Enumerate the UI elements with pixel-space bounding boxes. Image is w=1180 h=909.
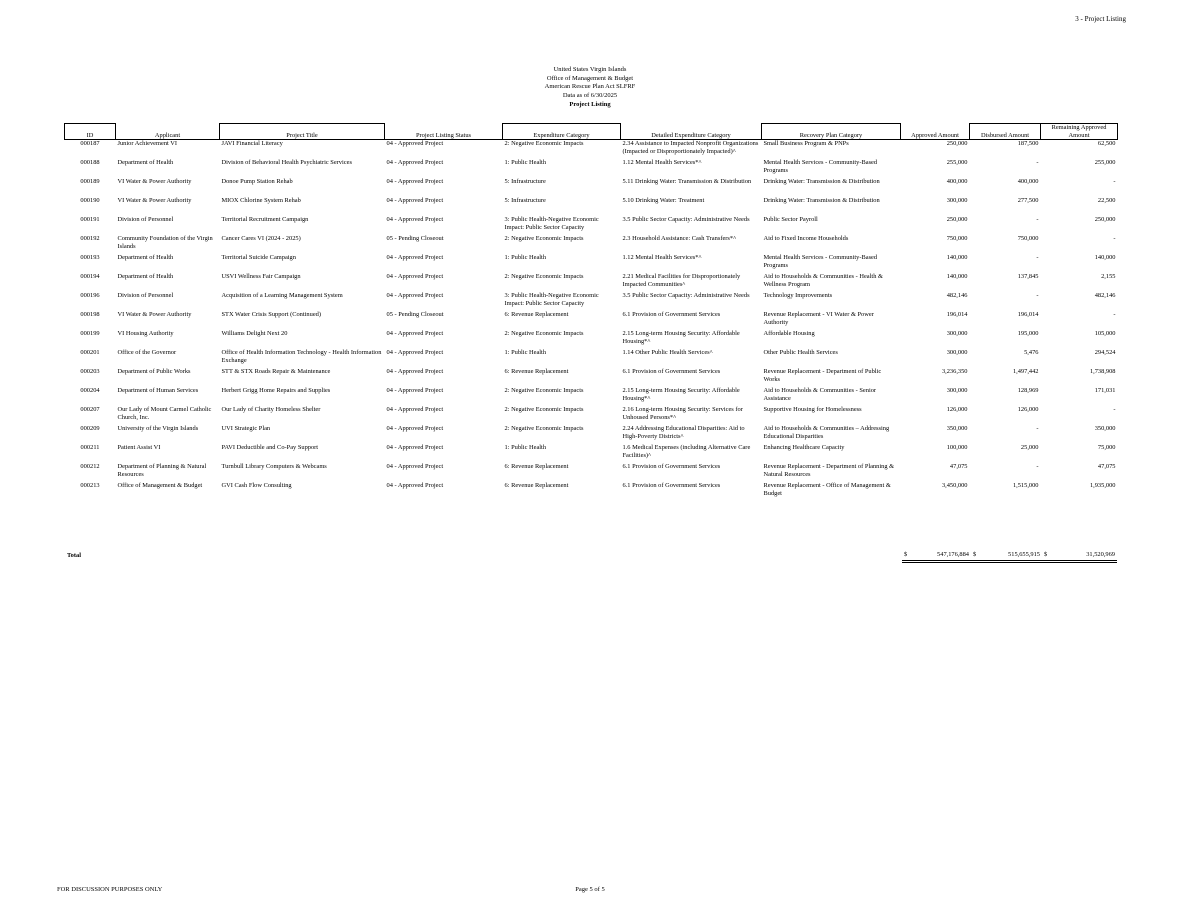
cell-id: 000204 <box>80 387 100 395</box>
cell-detailed-category: 1.14 Other Public Health Services^ <box>622 349 713 357</box>
table-body <box>65 140 1118 502</box>
cell-approved-amount: 250,000 <box>946 140 968 148</box>
cell-recovery-category: Other Public Health Services <box>763 349 838 357</box>
cell-applicant: Our Lady of Mount Carmel Catholic Church, Inc. <box>117 406 212 422</box>
cell-remaining-amount: 250,000 <box>1094 216 1116 224</box>
cell-id: 000193 <box>80 254 100 262</box>
cell-remaining-amount: 1,935,000 <box>1089 482 1116 490</box>
cell-remaining-amount: 62,500 <box>1097 140 1116 148</box>
cell-disbursed-amount: 126,000 <box>1017 406 1039 414</box>
cell-disbursed-amount: 187,500 <box>1017 140 1039 148</box>
cell-expenditure-category: 6: Revenue Replacement <box>504 368 569 376</box>
cell-detailed-category: 2.3 Household Assistance: Cash Transfers*^ <box>622 235 737 243</box>
table-row <box>65 197 1118 216</box>
cell-expenditure-category: 1: Public Health <box>504 349 547 357</box>
cell-recovery-category: Aid to Households & Communities – Addressing Educational Disparities <box>763 425 890 441</box>
cell-applicant: Department of Planning & Natural Resources <box>117 463 207 479</box>
table-row <box>65 273 1118 292</box>
cell-disbursed-amount: 195,000 <box>1017 330 1039 338</box>
cell-approved-amount: 140,000 <box>946 254 968 262</box>
cell-status: 04 - Approved Project <box>386 406 444 414</box>
cell-project-title: UVI Strategic Plan <box>221 425 271 433</box>
cell-project-title: Cancer Cares VI (2024 - 2025) <box>221 235 301 243</box>
cell-status: 04 - Approved Project <box>386 292 444 300</box>
cell-disbursed-amount: 5,476 <box>1024 349 1039 357</box>
cell-remaining-amount: 2,155 <box>1101 273 1116 281</box>
cell-status: 04 - Approved Project <box>386 140 444 148</box>
cell-remaining-amount: 171,031 <box>1094 387 1116 395</box>
cell-expenditure-category: 6: Revenue Replacement <box>504 311 569 319</box>
cell-expenditure-category: 3: Public Health-Negative Economic Impact: Public Sector Capacity <box>504 292 599 308</box>
col-id-header: ID <box>65 124 116 140</box>
total-disbursed-amount: 515,655,915 <box>1008 551 1040 558</box>
cell-id: 000188 <box>80 159 100 167</box>
header-line-office: Office of Management & Budget <box>546 74 634 82</box>
cell-applicant: Division of Personnel <box>117 216 174 224</box>
cell-remaining-amount: 47,075 <box>1097 463 1116 471</box>
totals-row <box>64 550 1117 562</box>
cell-id: 000190 <box>80 197 100 205</box>
cell-detailed-category: 3.5 Public Sector Capacity: Administrative Needs <box>622 292 750 300</box>
cell-expenditure-category: 1: Public Health <box>504 159 547 167</box>
table-row <box>65 406 1118 425</box>
cell-expenditure-category: 2: Negative Economic Impacts <box>504 330 584 338</box>
cell-status: 04 - Approved Project <box>386 387 444 395</box>
cell-project-title: Turnbull Library Computers & Webcams <box>221 463 327 471</box>
col-expenditure-header: Expenditure Category <box>503 124 621 140</box>
cell-disbursed-amount: 1,515,000 <box>1012 482 1039 490</box>
cell-applicant: Junior Achievement VI <box>117 140 178 148</box>
cell-recovery-category: Revenue Replacement - Office of Management & Budget <box>763 482 891 498</box>
cell-id: 000212 <box>80 463 100 471</box>
cell-applicant: Division of Personnel <box>117 292 174 300</box>
cell-approved-amount: 47,075 <box>949 463 968 471</box>
cell-approved-amount: 126,000 <box>946 406 968 414</box>
cell-status: 04 - Approved Project <box>386 273 444 281</box>
cell-approved-amount: 196,014 <box>946 311 968 319</box>
cell-remaining-amount: 105,000 <box>1094 330 1116 338</box>
cell-status: 05 - Pending Closeout <box>386 311 444 319</box>
cell-applicant: VI Water & Power Authority <box>117 197 192 205</box>
cell-status: 04 - Approved Project <box>386 482 444 490</box>
table-row <box>65 387 1118 406</box>
cell-remaining-amount: 294,524 <box>1094 349 1116 357</box>
cell-applicant: VI Water & Power Authority <box>117 178 192 186</box>
table-row <box>65 482 1118 501</box>
cell-expenditure-category: 2: Negative Economic Impacts <box>504 425 584 433</box>
cell-disbursed-amount: - <box>1036 159 1039 167</box>
cell-project-title: Territorial Recruitment Campaign <box>221 216 309 224</box>
cell-applicant: Office of Management & Budget <box>117 482 203 490</box>
header-line-program: American Rescue Plan Act SLFRF <box>544 83 636 91</box>
cell-status: 05 - Pending Closeout <box>386 235 444 243</box>
cell-disbursed-amount: - <box>1036 292 1039 300</box>
cell-approved-amount: 482,146 <box>946 292 968 300</box>
total-disbursed-cell <box>971 551 1042 563</box>
page-tag: 3 - Project Listing <box>1075 15 1126 23</box>
cell-project-title: STX Water Crisis Support (Continued) <box>221 311 321 319</box>
cell-approved-amount: 300,000 <box>946 330 968 338</box>
header-line-title: Project Listing <box>569 100 611 108</box>
cell-remaining-amount: - <box>1113 178 1116 186</box>
cell-recovery-category: Public Sector Payroll <box>763 216 818 224</box>
cell-remaining-amount: 75,000 <box>1097 444 1116 452</box>
cell-detailed-category: 5.10 Drinking Water: Treatment <box>622 197 705 205</box>
cell-id: 000203 <box>80 368 100 376</box>
cell-remaining-amount: - <box>1113 406 1116 414</box>
cell-approved-amount: 350,000 <box>946 425 968 433</box>
cell-project-title: Our Lady of Charity Homeless Shelter <box>221 406 321 414</box>
cell-status: 04 - Approved Project <box>386 463 444 471</box>
cell-id: 000196 <box>80 292 100 300</box>
cell-id: 000213 <box>80 482 100 490</box>
cell-disbursed-amount: 196,014 <box>1017 311 1039 319</box>
col-remaining-header: Remaining Approved Amount <box>1041 124 1118 140</box>
total-approved-currency: $ <box>904 551 908 558</box>
table-row <box>65 140 1118 160</box>
cell-disbursed-amount: 750,000 <box>1017 235 1039 243</box>
cell-project-title: USVI Wellness Fair Campaign <box>221 273 301 281</box>
table-row <box>65 463 1118 482</box>
cell-recovery-category: Aid to Fixed Income Households <box>763 235 849 243</box>
cell-expenditure-category: 1: Public Health <box>504 444 547 452</box>
cell-expenditure-category: 6: Revenue Replacement <box>504 482 569 490</box>
cell-recovery-category: Revenue Replacement - Department of Public Works <box>763 368 882 384</box>
cell-approved-amount: 750,000 <box>946 235 968 243</box>
table-row <box>65 235 1118 254</box>
cell-approved-amount: 100,000 <box>946 444 968 452</box>
cell-disbursed-amount: - <box>1036 254 1039 262</box>
cell-detailed-category: 6.1 Provision of Government Services <box>622 311 721 319</box>
cell-applicant: Department of Health <box>117 273 174 281</box>
cell-detailed-category: 6.1 Provision of Government Services <box>622 368 721 376</box>
cell-remaining-amount: 1,738,908 <box>1089 368 1116 376</box>
cell-recovery-category: Technology Improvements <box>763 292 833 300</box>
cell-applicant: Office of the Governor <box>117 349 177 357</box>
cell-expenditure-category: 6: Revenue Replacement <box>504 463 569 471</box>
cell-approved-amount: 3,450,000 <box>941 482 968 490</box>
col-approved-header: Approved Amount <box>901 124 970 140</box>
cell-project-title: Acquisition of a Learning Management System <box>221 292 343 300</box>
total-disbursed-currency: $ <box>973 551 977 558</box>
cell-id: 000187 <box>80 140 100 148</box>
table-row <box>65 349 1118 368</box>
cell-remaining-amount: - <box>1113 235 1116 243</box>
cell-recovery-category: Supportive Housing for Homelessness <box>763 406 862 414</box>
cell-recovery-category: Aid to Households & Communities - Senior Assistance <box>763 387 877 403</box>
cell-status: 04 - Approved Project <box>386 159 444 167</box>
cell-disbursed-amount: 128,969 <box>1017 387 1039 395</box>
cell-applicant: Community Foundation of the Virgin Islands <box>117 235 213 251</box>
cell-detailed-category: 1.12 Mental Health Services*^ <box>622 254 702 262</box>
report-header <box>0 66 1180 110</box>
cell-status: 04 - Approved Project <box>386 444 444 452</box>
cell-applicant: Department of Human Services <box>117 387 199 395</box>
cell-applicant: Department of Health <box>117 159 174 167</box>
total-remaining-amount: 31,520,969 <box>1086 551 1115 558</box>
cell-project-title: Division of Behavioral Health Psychiatric Services <box>221 159 352 167</box>
cell-project-title: Territorial Suicide Campaign <box>221 254 296 262</box>
cell-project-title: MIOX Chlorine System Rehab <box>221 197 301 205</box>
table-row <box>65 444 1118 463</box>
cell-detailed-category: 1.12 Mental Health Services*^ <box>622 159 702 167</box>
cell-recovery-category: Revenue Replacement - Department of Planning & Natural Resources <box>763 463 895 479</box>
cell-id: 000207 <box>80 406 100 414</box>
cell-project-title: GVI Cash Flow Consulting <box>221 482 292 490</box>
total-remaining-currency: $ <box>1044 551 1048 558</box>
cell-remaining-amount: 482,146 <box>1094 292 1116 300</box>
cell-expenditure-category: 2: Negative Economic Impacts <box>504 235 584 243</box>
table-row <box>65 311 1118 330</box>
cell-recovery-category: Affordable Housing <box>763 330 815 338</box>
cell-detailed-category: 2.15 Long-term Housing Security: Affordable Housing*^ <box>622 330 740 346</box>
cell-approved-amount: 300,000 <box>946 387 968 395</box>
cell-approved-amount: 140,000 <box>946 273 968 281</box>
table-row <box>65 159 1118 178</box>
cell-recovery-category: Drinking Water: Transmission & Distribution <box>763 178 880 186</box>
cell-applicant: VI Water & Power Authority <box>117 311 192 319</box>
cell-detailed-category: 5.11 Drinking Water: Transmission & Distribution <box>622 178 752 186</box>
cell-applicant: Department of Health <box>117 254 174 262</box>
cell-id: 000201 <box>80 349 100 357</box>
cell-status: 04 - Approved Project <box>386 197 444 205</box>
total-remaining-cell <box>1042 551 1117 563</box>
header-line-date: Data as of 6/30/2025 <box>562 92 618 100</box>
cell-disbursed-amount: 137,845 <box>1017 273 1039 281</box>
table-row <box>65 254 1118 273</box>
cell-disbursed-amount: 25,000 <box>1020 444 1039 452</box>
cell-detailed-category: 3.5 Public Sector Capacity: Administrative Needs <box>622 216 750 224</box>
cell-id: 000211 <box>80 444 100 452</box>
cell-approved-amount: 400,000 <box>946 178 968 186</box>
cell-expenditure-category: 5: Infrastructure <box>504 197 546 205</box>
cell-project-title: STT & STX Roads Repair & Maintenance <box>221 368 331 376</box>
cell-disbursed-amount: 400,000 <box>1017 178 1039 186</box>
cell-recovery-category: Revenue Replacement - VI Water & Power Authority <box>763 311 874 327</box>
cell-recovery-category: Small Business Program & PNPs <box>763 140 849 148</box>
cell-status: 04 - Approved Project <box>386 349 444 357</box>
cell-id: 000198 <box>80 311 100 319</box>
cell-disbursed-amount: 277,500 <box>1017 197 1039 205</box>
cell-applicant: Department of Public Works <box>117 368 191 376</box>
cell-applicant: University of the Virgin Islands <box>117 425 199 433</box>
totals-label: Total <box>67 552 81 559</box>
cell-status: 04 - Approved Project <box>386 368 444 376</box>
cell-approved-amount: 3,236,350 <box>941 368 968 376</box>
cell-status: 04 - Approved Project <box>386 178 444 186</box>
cell-disbursed-amount: - <box>1036 216 1039 224</box>
footer-page-number: Page 5 of 5 <box>575 886 605 893</box>
cell-recovery-category: Mental Health Services - Community-Based Programs <box>763 254 878 270</box>
header-line-territory: United States Virgin Islands <box>553 66 627 73</box>
cell-expenditure-category: 2: Negative Economic Impacts <box>504 273 584 281</box>
cell-detailed-category: 2.21 Medical Facilities for Disproportionately Impacted Communities^ <box>622 273 741 289</box>
cell-status: 04 - Approved Project <box>386 216 444 224</box>
cell-detailed-category: 1.6 Medical Expenses (including Alternative Care Facilities)^ <box>622 444 751 460</box>
col-status-header: Project Listing Status <box>385 124 503 140</box>
cell-expenditure-category: 1: Public Health <box>504 254 547 262</box>
cell-approved-amount: 300,000 <box>946 197 968 205</box>
cell-recovery-category: Mental Health Services - Community-Based Programs <box>763 159 878 175</box>
cell-status: 04 - Approved Project <box>386 425 444 433</box>
cell-disbursed-amount: - <box>1036 425 1039 433</box>
cell-project-title: JAVI Financial Literacy <box>221 140 283 148</box>
cell-project-title: Donoe Pump Station Rehab <box>221 178 293 186</box>
cell-recovery-category: Drinking Water: Transmission & Distribution <box>763 197 880 205</box>
cell-expenditure-category: 3: Public Health-Negative Economic Impact: Public Sector Capacity <box>504 216 599 232</box>
cell-expenditure-category: 2: Negative Economic Impacts <box>504 406 584 414</box>
project-listing-table <box>64 123 1118 501</box>
cell-id: 000191 <box>80 216 100 224</box>
cell-approved-amount: 255,000 <box>946 159 968 167</box>
table-row <box>65 178 1118 197</box>
total-approved-amount: 547,176,884 <box>937 551 969 558</box>
cell-id: 000199 <box>80 330 100 338</box>
cell-approved-amount: 300,000 <box>946 349 968 357</box>
cell-expenditure-category: 2: Negative Economic Impacts <box>504 140 584 148</box>
cell-remaining-amount: 350,000 <box>1094 425 1116 433</box>
table-row <box>65 368 1118 387</box>
table-row <box>65 292 1118 311</box>
cell-project-title: Williams Delight Next 20 <box>221 330 288 338</box>
cell-remaining-amount: - <box>1113 311 1116 319</box>
cell-detailed-category: 2.15 Long-term Housing Security: Affordable Housing*^ <box>622 387 740 403</box>
cell-remaining-amount: 255,000 <box>1094 159 1116 167</box>
cell-expenditure-category: 5: Infrastructure <box>504 178 546 186</box>
cell-id: 000194 <box>80 273 100 281</box>
total-approved-cell <box>902 551 971 563</box>
cell-detailed-category: 2.34 Assistance to Impacted Nonprofit Organizations (Impacted or Disproportionately Impacted)^ <box>622 140 759 156</box>
cell-project-title: Office of Health Information Technology - Health Information Exchange <box>221 349 382 365</box>
cell-remaining-amount: 22,500 <box>1097 197 1116 205</box>
table-header-row <box>65 124 1118 140</box>
cell-id: 000209 <box>80 425 100 433</box>
col-detailed-header: Detailed Expenditure Category <box>621 124 762 140</box>
cell-project-title: Herbert Grigg Home Repairs and Supplies <box>221 387 331 395</box>
cell-recovery-category: Enhancing Healthcare Capacity <box>763 444 845 452</box>
cell-id: 000192 <box>80 235 100 243</box>
cell-detailed-category: 2.16 Long-term Housing Security: Services for Unhoused Persons*^ <box>622 406 743 422</box>
cell-approved-amount: 250,000 <box>946 216 968 224</box>
cell-detailed-category: 6.1 Provision of Government Services <box>622 463 721 471</box>
cell-detailed-category: 6.1 Provision of Government Services <box>622 482 721 490</box>
col-applicant-header: Applicant <box>116 124 220 140</box>
cell-expenditure-category: 2: Negative Economic Impacts <box>504 387 584 395</box>
cell-remaining-amount: 140,000 <box>1094 254 1116 262</box>
cell-disbursed-amount: 1,497,442 <box>1012 368 1039 376</box>
table-row <box>65 330 1118 349</box>
footer-disclaimer: FOR DISCUSSION PURPOSES ONLY <box>57 886 163 893</box>
cell-applicant: VI Housing Authority <box>117 330 174 338</box>
cell-disbursed-amount: - <box>1036 463 1039 471</box>
table-row <box>65 425 1118 444</box>
col-title-header: Project Title <box>220 124 385 140</box>
table-row <box>65 216 1118 235</box>
cell-id: 000189 <box>80 178 100 186</box>
cell-status: 04 - Approved Project <box>386 330 444 338</box>
cell-detailed-category: 2.24 Addressing Educational Disparities: Aid to High-Poverty Districts^ <box>622 425 745 441</box>
cell-project-title: PAVI Deductible and Co-Pay Support <box>221 444 319 452</box>
cell-status: 04 - Approved Project <box>386 254 444 262</box>
col-recovery-header: Recovery Plan Category <box>762 124 901 140</box>
cell-applicant: Patient Assist VI <box>117 444 161 452</box>
cell-recovery-category: Aid to Households & Communities - Health & Wellness Program <box>763 273 883 289</box>
col-disbursed-header: Disbursed Amount <box>970 124 1041 140</box>
